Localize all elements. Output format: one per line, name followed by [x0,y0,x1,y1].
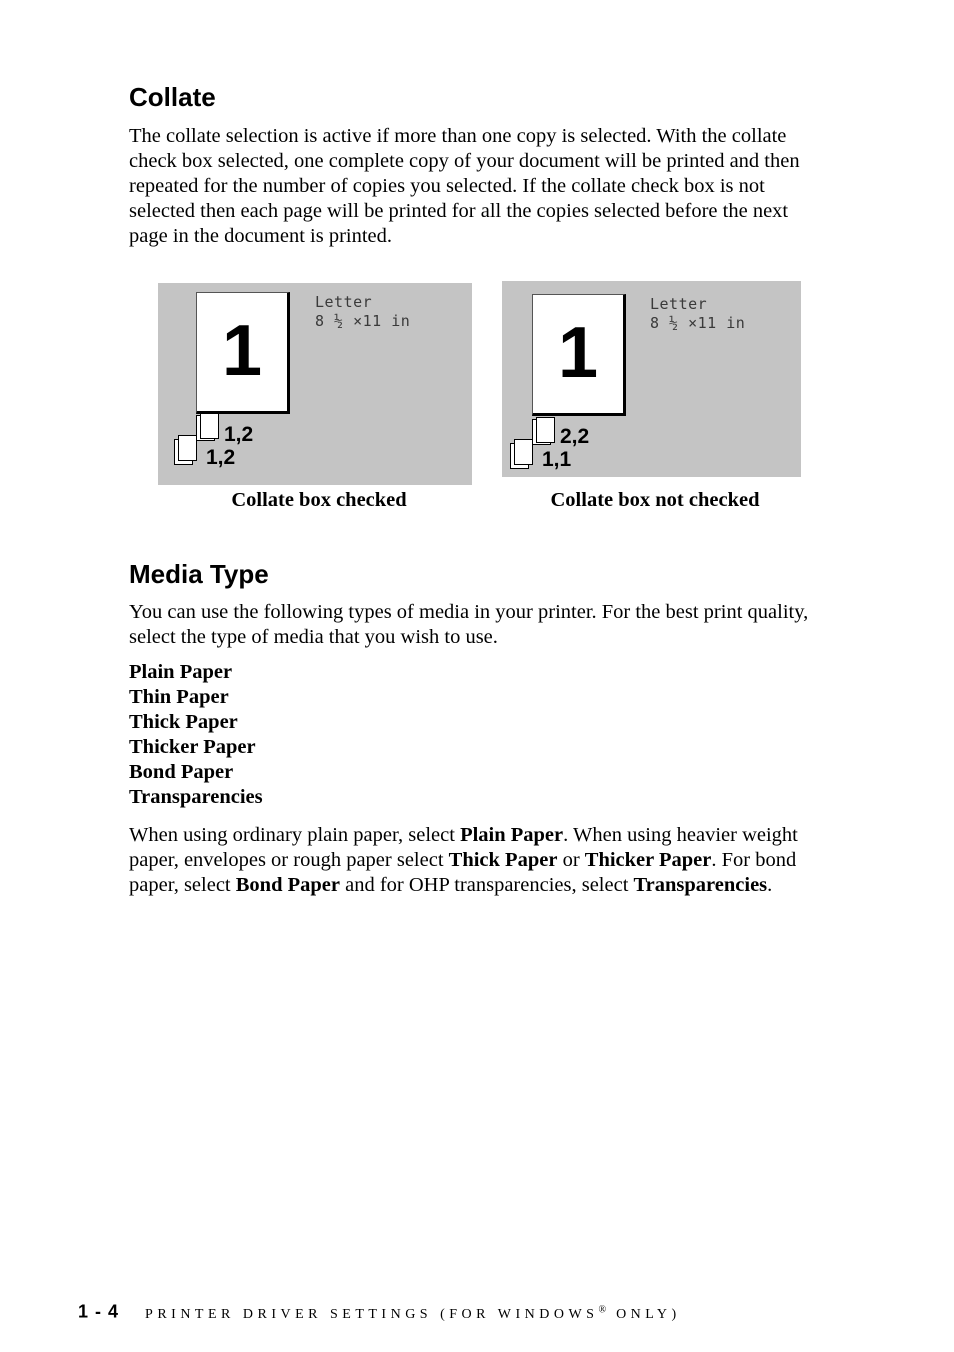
collate-checked-caption: Collate box checked [231,489,407,511]
paper-info [650,295,745,333]
page-number-glyph: 1 [221,311,263,391]
copy-order-bottom: 1,1 [542,448,572,471]
usage-bold: Transparencies [633,874,768,896]
copy-order-top: 2,2 [560,425,590,448]
page-preview-sheet [196,292,290,414]
media-type-item: Transparencies [129,786,263,808]
footer-running-head [145,1304,681,1322]
paper-size: 8 ½ ×11 in [650,314,746,332]
paper-info [315,293,410,331]
usage-bold: Thicker Paper [584,849,712,871]
collate-unchecked-preview [502,281,801,477]
media-type-item: Thick Paper [129,711,238,733]
media-type-intro: You can use the following types of media in your printer. For the best print quality, select the type of media that you wish to use. [129,601,809,648]
media-type-list [129,660,263,810]
usage-text: . [767,874,773,896]
usage-bold: Bond Paper [235,874,340,896]
running-head-end: ONLY) [608,1306,681,1322]
footer-page-number: 1 - 4 [78,1301,120,1322]
collate-checked-preview [158,283,472,485]
usage-text: . For bond paper, select [129,849,797,896]
collate-heading: Collate [129,82,216,112]
media-type-heading: Media Type [129,559,269,589]
media-type-item: Thin Paper [129,686,229,708]
registered-mark: ® [598,1304,609,1315]
collate-description: The collate selection is active if more than one copy is selected. With the collate check box selected, one complete copy of your document will be printed and then repeated for the number of copies you selected. If the collate check box is not selected then each page will be printed for all the copies selected before the next page in the document is printed. [129,125,800,247]
usage-bold: Thick Paper [448,849,558,871]
usage-text: . When using heavier weight paper, envelopes or rough paper select [129,824,798,871]
usage-text: When using ordinary plain paper, select [129,824,461,846]
paper-name: Letter [650,295,708,313]
collate-unchecked-caption: Collate box not checked [550,489,760,511]
page-footer [78,1299,681,1326]
media-type-item: Bond Paper [129,761,234,783]
media-type-item: Thicker Paper [129,736,256,758]
media-type-item: Plain Paper [129,661,233,683]
page-preview-sheet [532,294,626,416]
media-type-usage [129,823,834,898]
copy-order-bottom: 1,2 [206,446,236,469]
running-head-text: PRINTER DRIVER SETTINGS (FOR WINDOWS [145,1306,599,1322]
paper-name: Letter [315,293,373,311]
copy-order-top: 1,2 [224,423,254,446]
page-number-glyph: 1 [557,313,599,393]
usage-text: and for OHP transparencies, select [339,874,634,896]
usage-text: or [557,849,585,871]
paper-size: 8 ½ ×11 in [315,312,411,330]
usage-bold: Plain Paper [460,824,564,846]
